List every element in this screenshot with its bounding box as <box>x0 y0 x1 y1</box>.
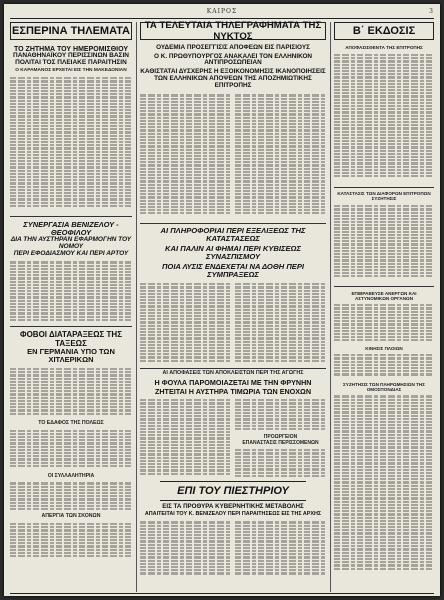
center-headline-3b: Η ΦΟΥΛΑ ΠΑΡΟΜΟΙΑΖΕΤΑΙ ΜΕ ΤΗΝ ΦΡΥΝΗΝ <box>154 378 312 388</box>
right-article-3-text <box>334 303 434 343</box>
center-divider <box>140 368 326 369</box>
left-headline-2b: ΔΙΑ ΤΗΝ ΑΥΣΤΗΡΑΝ ΕΦΑΡΜΟΓΗΝ ΤΟΥ ΝΟΜΟΥ <box>10 235 132 250</box>
left-article-2-text <box>10 260 132 324</box>
masthead-rule <box>10 18 434 19</box>
center-article-3-text <box>140 398 231 478</box>
left-headline-1d: Ο ΚΑΡΑΜΑΝΟΣ ΕΡΧΕΤΑΙ ΕΙΣ ΤΗΝ ΜΑΚΕΔΟΝΙΑΝ <box>15 67 127 73</box>
left-article-6-text <box>10 522 132 560</box>
center-headline-5: ΕΙΣ ΤΑ ΠΡΟΘΥΡΑ ΚΥΒΕΡΝΗΤΙΚΗΣ ΜΕΤΑΒΟΛΗΣ <box>162 503 304 511</box>
left-section-title: ΕΣΠΕΡΙΝΑ ΤΗΛΕΜΑΤΑ <box>10 22 132 40</box>
center-headline-3: ΑΙ ΑΠΟΦΑΣΕΙΣ ΤΩΝ ΑΠΟΚΛΕΙΣΤΩΝ ΠΕΡΙ ΤΗΣ ΑΓΩΓΗΣ <box>162 370 304 377</box>
center-headline-4b: ΕΠΑΝΑΣΤΑΣΙΣ ΠΕΡΙΣΣΟΜΕΝΩΝ <box>242 439 319 446</box>
center-article-5-text-col2 <box>235 520 326 578</box>
page-number: 3 <box>429 8 434 15</box>
center-article-5-text <box>140 520 231 578</box>
center-article-1-text-col2 <box>235 93 326 221</box>
center-article-3-side <box>235 398 326 478</box>
left-divider <box>10 216 132 217</box>
left-headline-1: ΤΟ ΖΗΤΗΜΑ ΤΟΥ ΗΜΕΡΟΜΙΣΘΙΟΥ <box>14 46 128 53</box>
center-article-1-text <box>140 93 231 221</box>
left-headline-2c: ΠΕΡΙ ΕΦΟΔΙΑΣΜΟΥ ΚΑΙ ΠΕΡΙ ΑΡΤΟΥ <box>13 249 129 257</box>
left-headline-4: ΤΟ ΕΔΑΦΟΣ ΤΗΣ ΠΟΛΕΩΣ <box>38 419 104 426</box>
center-headline-1: ΟΥΔΕΜΙΑ ΠΡΟΣΕΓΓΙΣΙΣ ΑΠΟΦΕΩΝ ΕΙΣ ΠΑΡΙΣΙΟΥΣ <box>156 44 310 51</box>
center-article-2-text-col2 <box>235 282 326 366</box>
left-column <box>10 22 132 560</box>
center-headline-4: ΠΡΟΩΡΓΕΙΟΝ <box>263 434 298 441</box>
center-article-3-text-col2 <box>235 398 326 432</box>
newspaper-page <box>4 4 440 596</box>
center-article-2-text <box>140 282 231 366</box>
center-section-title: ΤΑ ΤΕΛΕΥΤΑΙΑ ΤΗΛΕΓΡΑΦΗΜΑΤΑ ΤΗΣ ΝΥΚΤΟΣ <box>140 22 326 40</box>
center-headline-3c: ΖΗΤΕΙΤΑΙ Η ΑΥΣΤΗΡΑ ΤΙΜΩΡΙΑ ΤΩΝ ΕΝΟΧΩΝ <box>154 386 312 396</box>
right-section-title: Β΄ ΕΚΔΟΣΙΣ <box>334 22 434 40</box>
right-headline-2: ΚΑΤΑΣΤΑΣΙΣ ΤΩΝ ΔΙΑΦΟΡΩΝ ΕΠΙΤΡΟΠΩΝ ΣΥΖΗΤΗΣΙΣ <box>337 191 431 202</box>
column-divider <box>136 22 137 592</box>
right-divider <box>334 187 434 188</box>
center-divider <box>140 223 326 224</box>
left-headline-6: ΑΠΕΡΓΙΑ ΤΩΝ ΣΚΟΝΩΝ <box>41 513 101 520</box>
left-divider <box>10 326 132 327</box>
right-article-1-text <box>334 53 434 185</box>
right-article-5-text <box>334 394 434 584</box>
left-article-5-text <box>10 481 132 511</box>
center-headline-1d: ΤΩΝ ΕΛΛΗΝΙΚΩΝ ΑΠΟΨΕΩΝ ΤΗΣ ΑΠΟΖΗΜΙΩΤΙΚΗΣ ΕΠΙΤΡΟΠΗΣ <box>154 74 312 89</box>
center-headline-5b: ΑΠΑΙΤΕΙΤΑΙ ΤΟΥ Κ. ΒΕΝΙΖΕΛΟΥ ΠΕΡΙ ΠΑΡΑΙΤΗΣΕΩΣ ΕΙΣ ΤΗΣ ΑΡΧΗΣ <box>144 510 322 517</box>
left-headline-5: ΟΙ ΣΥΛΛΑΛΗΤΗΡΙΑ <box>47 472 95 479</box>
center-column <box>140 22 326 578</box>
center-article-4-text <box>235 448 326 478</box>
left-headline-1b: ΠΑΝΑΘΗΝΑΪΚΟΥ ΠΕΡΙΣΣΙΝΩΝ ΒΑΣΙΝ <box>13 52 129 60</box>
center-headline-2c: ΠΟΙΑ ΛΥΣΙΣ ΕΝΔΕΧΕΤΑΙ ΝΑ ΔΟΘΗ ΠΕΡΙ ΣΥΜΠΡΑΞΕΩΣ <box>161 262 305 280</box>
right-headline-3: ΕΠΙΒΡΑΒΕΥΣΕ ΑΝΕΡΓΩΝ ΚΑΙ ΑΣΤΥΝΟΜΙΚΩΝ ΟΡΓΑΝΩΝ <box>351 291 417 302</box>
right-column <box>334 22 434 584</box>
left-headline-3: ΦΟΒΟΙ ΔΙΑΤΑΡΑΞΕΩΣ ΤΗΣ ΤΑΞΕΩΣ <box>20 330 122 348</box>
right-headline-5: ΣΥΖΗΤΗΣΙΣ ΤΩΝ ΠΛΗΡΩΜΗΣΙΩΝ ΤΗΣ ΟΜΟΣΠΟΝΔΙΑΣ <box>343 382 425 393</box>
center-headline-1b: Ο Κ. ΠΡΩΘΥΠΟΥΡΓΟΣ ΑΝΑΚΑΛΕΙ ΤΟΝ ΕΛΛΗΝΙΚΟΝ ΑΝΤΙΠΡΟΣΩΠΕΙΑΝ <box>153 52 313 67</box>
left-article-1-text <box>10 76 132 214</box>
column-divider <box>330 22 331 592</box>
masthead <box>10 8 434 18</box>
left-headline-1c: ΠΟΛΙΤΑΙ ΤΟΣ ΠΛΕΙΑΚΕ ΠΑΡΑΙΤΗΣΙΝ <box>15 59 127 67</box>
center-headline-2b: ΚΑΙ ΠΑΛΙΝ ΑΙ ΦΗΜΑΙ ΠΕΡΙ ΚΥΒΙΣΕΩΣ ΣΥΝΑΣΠΙΣΜΟΥ <box>165 244 301 262</box>
right-article-2-text <box>334 204 434 284</box>
left-headline-3b: ΕΝ ΓΕΡΜΑΝΙΑ ΥΠΟ ΤΩΝ ΧΙΤΛΕΡΙΚΩΝ <box>27 347 115 365</box>
left-headline-2: ΣΥΝΕΡΓΑΣΙΑ ΒΕΝΙΖΕΛΟΥ - ΘΕΟΦΙΛΟΥ <box>23 220 119 238</box>
masthead-name: ΚΑΙΡΟΣ <box>206 8 238 15</box>
left-article-4-text <box>10 429 132 471</box>
right-article-4-text <box>334 353 434 379</box>
center-headline-2: ΑΙ ΠΛΗΡΟΦΟΡΙΑΙ ΠΕΡΙ ΕΞΕΛΙΞΕΩΣ ΤΗΣ ΚΑΤΑΣΤΑΣΕΩΣ <box>160 226 306 244</box>
left-article-3-text <box>10 367 132 417</box>
bottom-rule <box>10 593 434 594</box>
center-headline-1c: ΚΑΘΙΣΤΑΤΑΙ ΔΥΣΧΕΡΗΣ Η ΕΞΟΙΚΟΝΟΜΗΣΙΣ ΙΚΑΝΟΠΟΙΗΣΕΙΣ <box>140 68 326 76</box>
right-headline-1: ΑΠΟΦΑΣΙΣΘΕΝΤΑ ΤΗΣ ΕΠΙΤΡΟΠΗΣ <box>345 45 423 50</box>
right-headline-4: ΚΙΝΗΣΙΣ ΠΛΟΙΩΝ <box>365 346 403 352</box>
center-section-title-2: ΕΠΙ ΤΟΥ ΠΙΕΣΤΗΡΙΟΥ <box>160 481 306 501</box>
right-divider <box>334 286 434 287</box>
